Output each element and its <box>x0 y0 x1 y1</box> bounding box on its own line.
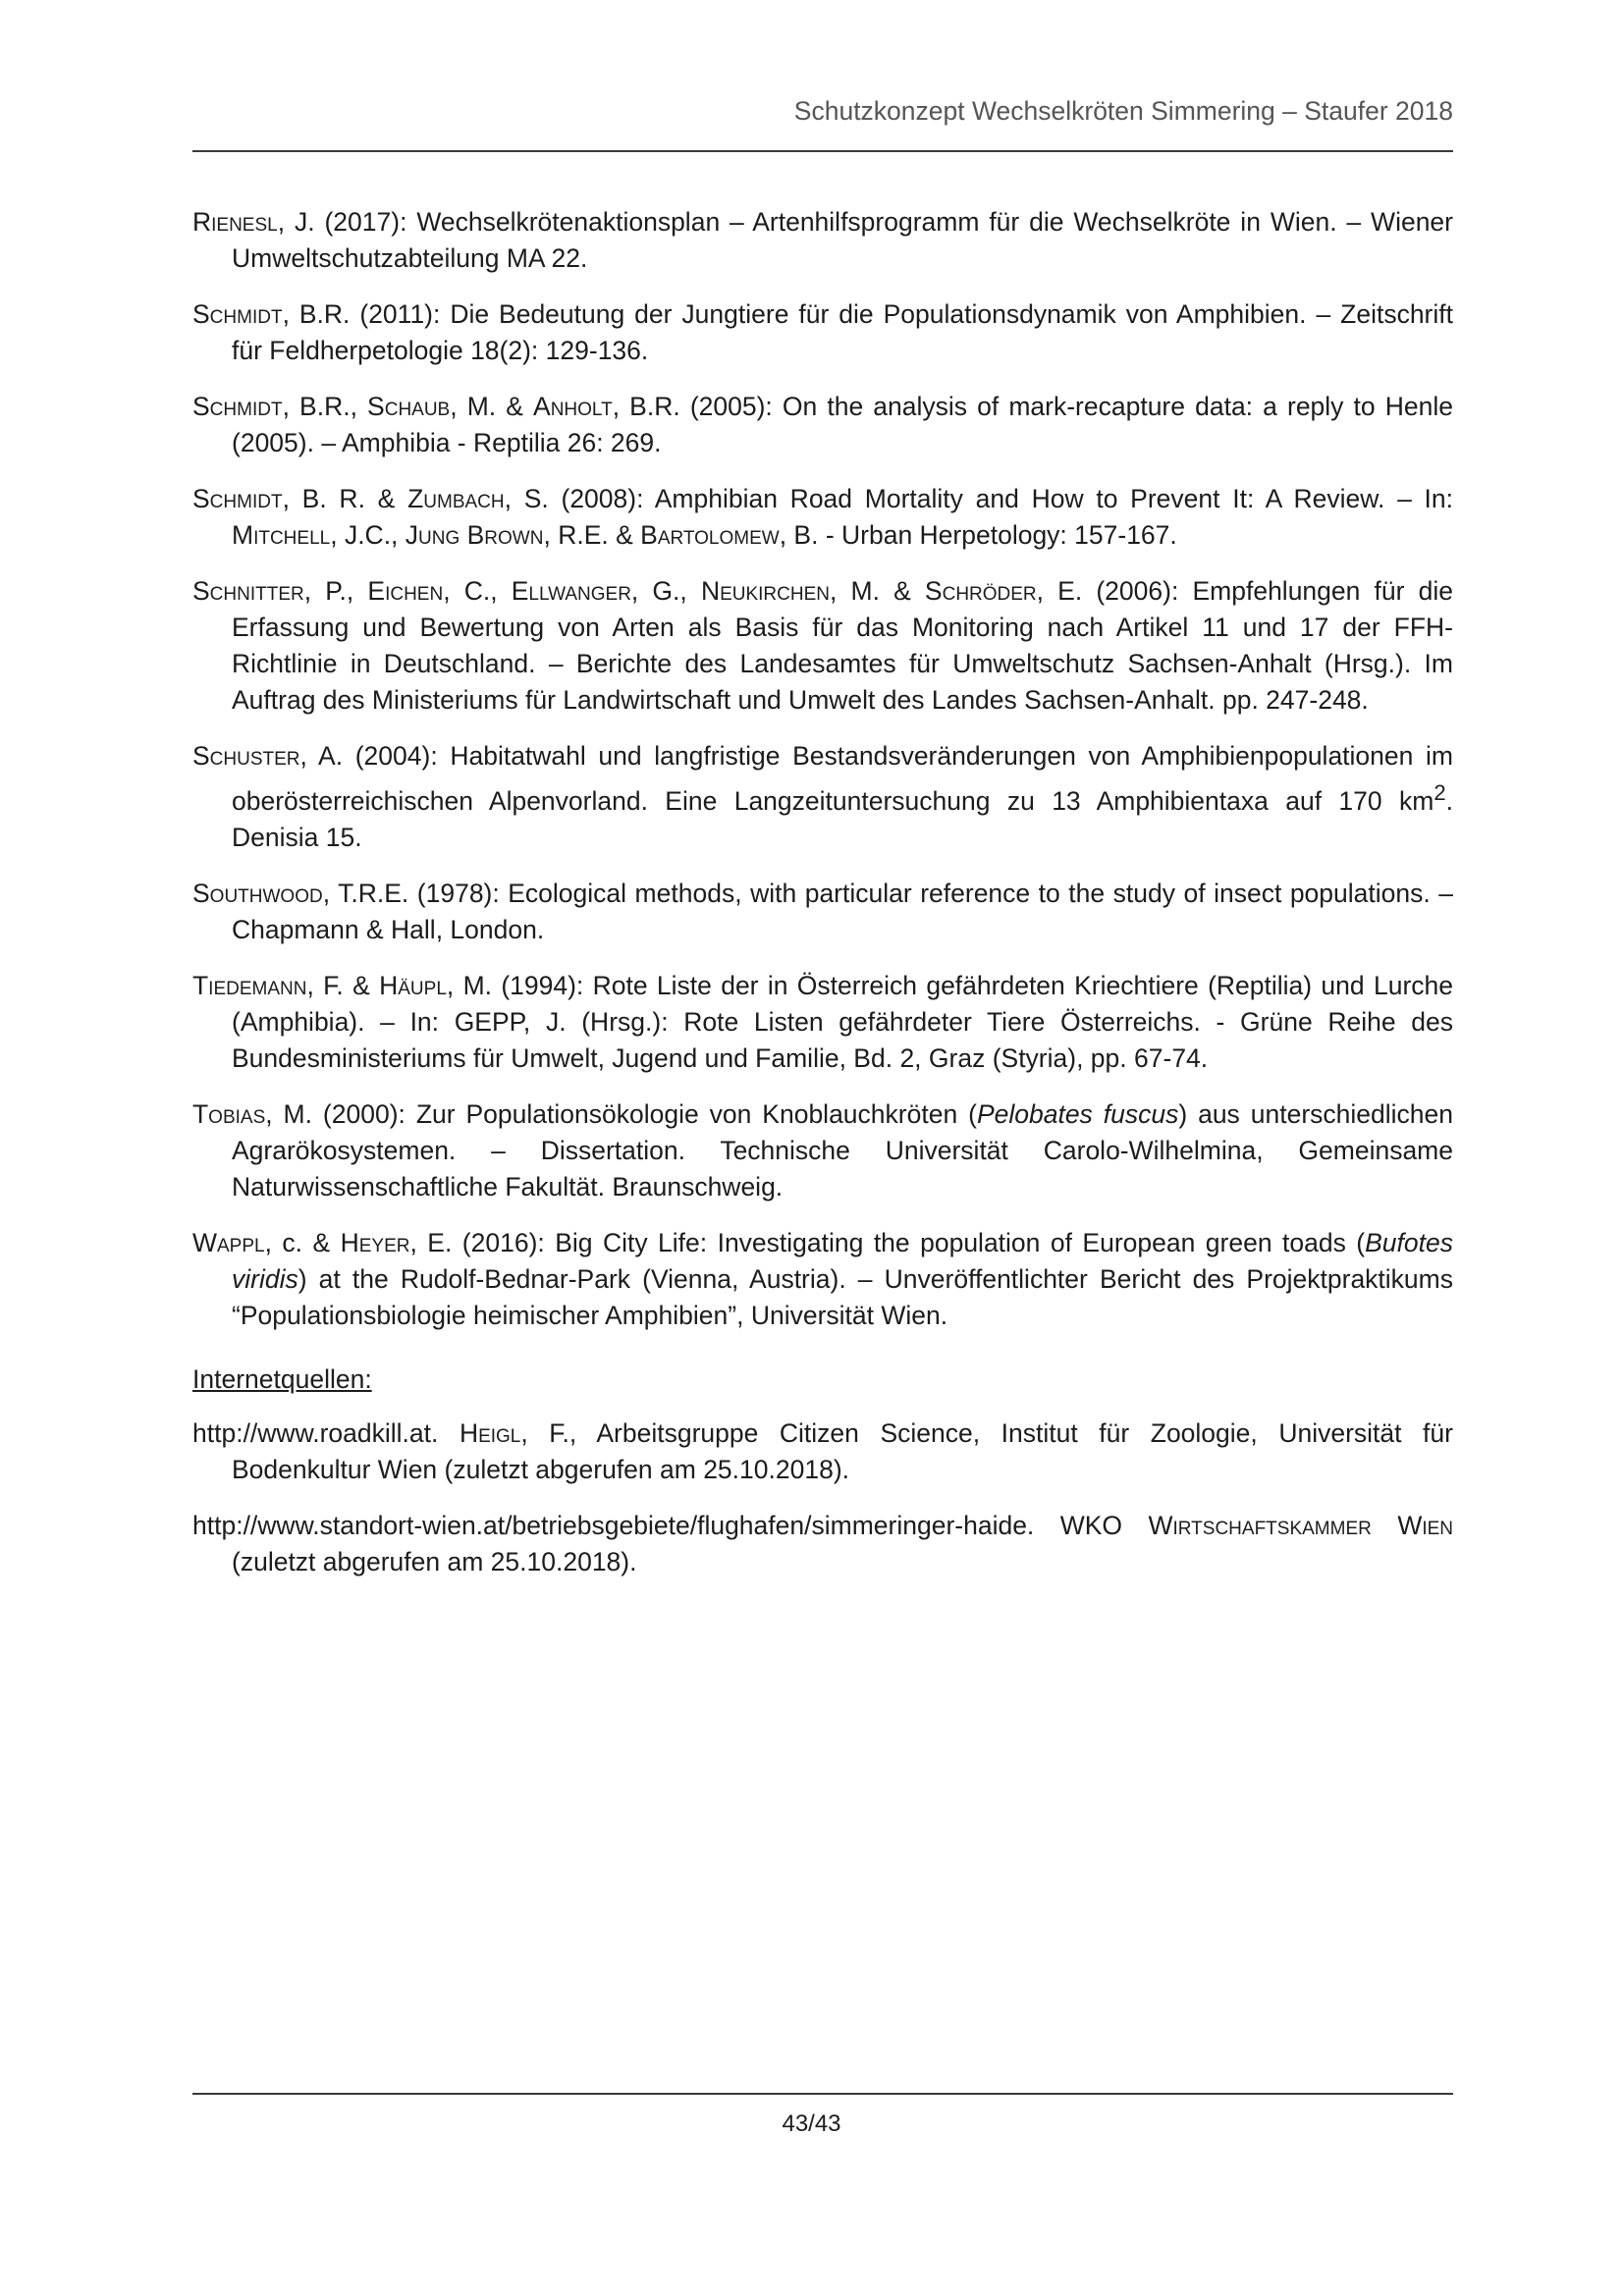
reference-text: , C., <box>443 576 512 606</box>
author-name: Schmidt <box>192 299 283 329</box>
author-name: Jung Brown <box>405 520 544 550</box>
author-name: Zumbach <box>407 484 505 513</box>
source-url-text: http://www.standort-wien.at/betriebsgebiete/flughafen/simmeringer-haide. WKO <box>192 1510 1149 1540</box>
author-name: Anholt <box>533 392 613 421</box>
reference-text: , M. & <box>829 576 925 606</box>
author-name: Rienesl <box>192 207 278 237</box>
superscript: 2 <box>1434 780 1446 805</box>
reference-text: , P., <box>303 576 368 606</box>
author-name: Wirtschaftskammer Wien <box>1148 1510 1453 1540</box>
header-rule <box>192 150 1453 152</box>
reference-text: , B.R. (2011): Die Bedeutung der Jungtiere für die Populationsdynamik von Amphibien. – Zeitschrift für Feldherpetologie 18(2): 129-136. <box>232 299 1453 365</box>
species-name: Bufotes viridis <box>232 1227 1453 1294</box>
author-name: Southwood <box>192 878 323 908</box>
reference-entry <box>192 296 1453 369</box>
reference-entry <box>192 204 1453 277</box>
author-name: Schmidt <box>192 484 283 513</box>
reference-entry <box>192 738 1453 856</box>
reference-text: , B. R. & <box>282 484 408 513</box>
author-name: Neukirchen <box>700 576 830 606</box>
reference-entry <box>192 389 1453 461</box>
author-name: Tobias <box>192 1098 266 1129</box>
internet-sources-heading: Internetquellen: <box>192 1363 372 1394</box>
reference-text: , M. & <box>450 392 534 421</box>
author-name: Wappl <box>192 1227 265 1257</box>
author-name: Heyer <box>340 1227 410 1257</box>
reference-text: , M. (1994): Rote Liste der in Österreich gefährdeten Kriechtiere (Reptilia) und Lurche (Amphibia). – In: GEPP, J. (Hrsg.): Rote Listen gefährdeter Tiere Österreichs. - Grüne Reihe des Bundesministeriums für Umwelt, Jugend und Familie, Bd. 2, Graz (Styria), pp. 67-74. <box>232 970 1453 1073</box>
reference-entry <box>192 1096 1453 1205</box>
species-name: Pelobates fuscus <box>976 1098 1179 1129</box>
author-name: Heigl <box>459 1417 521 1448</box>
author-name: Mitchell <box>232 520 331 550</box>
running-header-title: Schutzkonzept Wechselkröten Simmering – Staufer 2018 <box>793 96 1453 126</box>
author-name: Schuster <box>192 741 300 771</box>
author-name: Schröder <box>924 576 1037 606</box>
reference-entry <box>192 968 1453 1077</box>
reference-text: , G., <box>630 576 701 606</box>
reference-text: , F. & <box>306 970 380 1000</box>
author-name: Schmidt <box>192 392 283 421</box>
reference-entry <box>192 1225 1453 1334</box>
internet-source-entry <box>192 1508 1453 1580</box>
reference-entry <box>192 573 1453 719</box>
reference-text: , B.R., <box>282 392 368 421</box>
reference-entry <box>192 481 1453 554</box>
author-name: Häupl <box>379 970 447 1000</box>
reference-text: , B. - Urban Herpetology: 157-167. <box>779 520 1177 550</box>
reference-text: , J. (2017): Wechselkrötenaktionsplan – Artenhilfsprogramm für die Wechselkröte in Wien. – Wiener Umweltschutzabteilung MA 22. <box>232 207 1453 273</box>
reference-text: ) at the Rudolf-Bednar-Park (Vienna, Austria). – Unveröffentlichter Bericht des Projektpraktikums “Populationsbiologie heimischer Amphibien”, Universität Wien. <box>232 1263 1453 1330</box>
author-name: Schnitter <box>192 576 304 606</box>
author-name: Ellwanger <box>511 576 631 606</box>
reference-text: , T.R.E. (1978): Ecological methods, with particular reference to the study of insect populations. – Chapmann & Hall, London. <box>232 878 1453 944</box>
reference-text: (zuletzt abgerufen am 25.10.2018). <box>232 1546 637 1576</box>
reference-text: , B.R. (2005): On the analysis of mark-recapture data: a reply to Henle (2005). – Amphibia - Reptilia 26: 269. <box>232 392 1453 457</box>
reference-text: , M. (2000): Zur Populationsökologie von Knoblauchkröten ( <box>265 1098 977 1129</box>
author-name: Bartolomew <box>640 520 780 550</box>
author-name: Tiedemann <box>192 970 307 1000</box>
internet-source-entry <box>192 1415 1453 1488</box>
reference-text: , c. & <box>264 1227 341 1257</box>
author-name: Eichen <box>367 576 444 606</box>
reference-entry <box>192 876 1453 948</box>
bibliography <box>192 204 1453 1600</box>
source-url-text: http://www.roadkill.at. <box>192 1417 460 1448</box>
author-name: Schaub <box>367 392 451 421</box>
reference-text: , J.C., <box>330 520 406 550</box>
reference-text: . Denisia 15. <box>232 785 1453 852</box>
reference-text: , E. (2006): Empfehlungen für die Erfassung und Bewertung von Arten als Basis für das Monitoring nach Artikel 11 und 17 der FFH-Richtlinie in Deutschland. – Berichte des Landesamtes für Umweltschutz Sachsen-Anhalt (Hrsg.). Im Auftrag des Ministeriums für Landwirtschaft und Umwelt des Landes Sachsen-Anhalt. pp. 247-248. <box>232 576 1453 715</box>
reference-text: , E. (2016): Big City Life: Investigating the population of European green toads ( <box>409 1227 1366 1257</box>
reference-text: , A. (2004): Habitatwahl und langfristige Bestandsveränderungen von Amphibienpopulationen im oberösterreichischen Alpenvorland. Eine Langzeituntersuchung zu 13 Amphibientaxa auf 170 km <box>232 741 1453 816</box>
page-number: 43/43 <box>782 2110 841 2137</box>
reference-text: , F., Arbeitsgruppe Citizen Science, Institut für Zoologie, Universität für Bodenkultur Wien (zuletzt abgerufen am 25.10.2018). <box>232 1417 1453 1484</box>
reference-text: , R.E. & <box>543 520 641 550</box>
reference-text: , S. (2008): Amphibian Road Mortality and How to Prevent It: A Review. – In: <box>504 484 1454 513</box>
footer-rule <box>192 2093 1453 2095</box>
reference-text: ) aus unterschiedlichen Agrarökosystemen. – Dissertation. Technische Universität Carolo-Wilhelmina, Gemeinsame Naturwissenschaftliche Fakultät. Braunschweig. <box>232 1098 1453 1201</box>
